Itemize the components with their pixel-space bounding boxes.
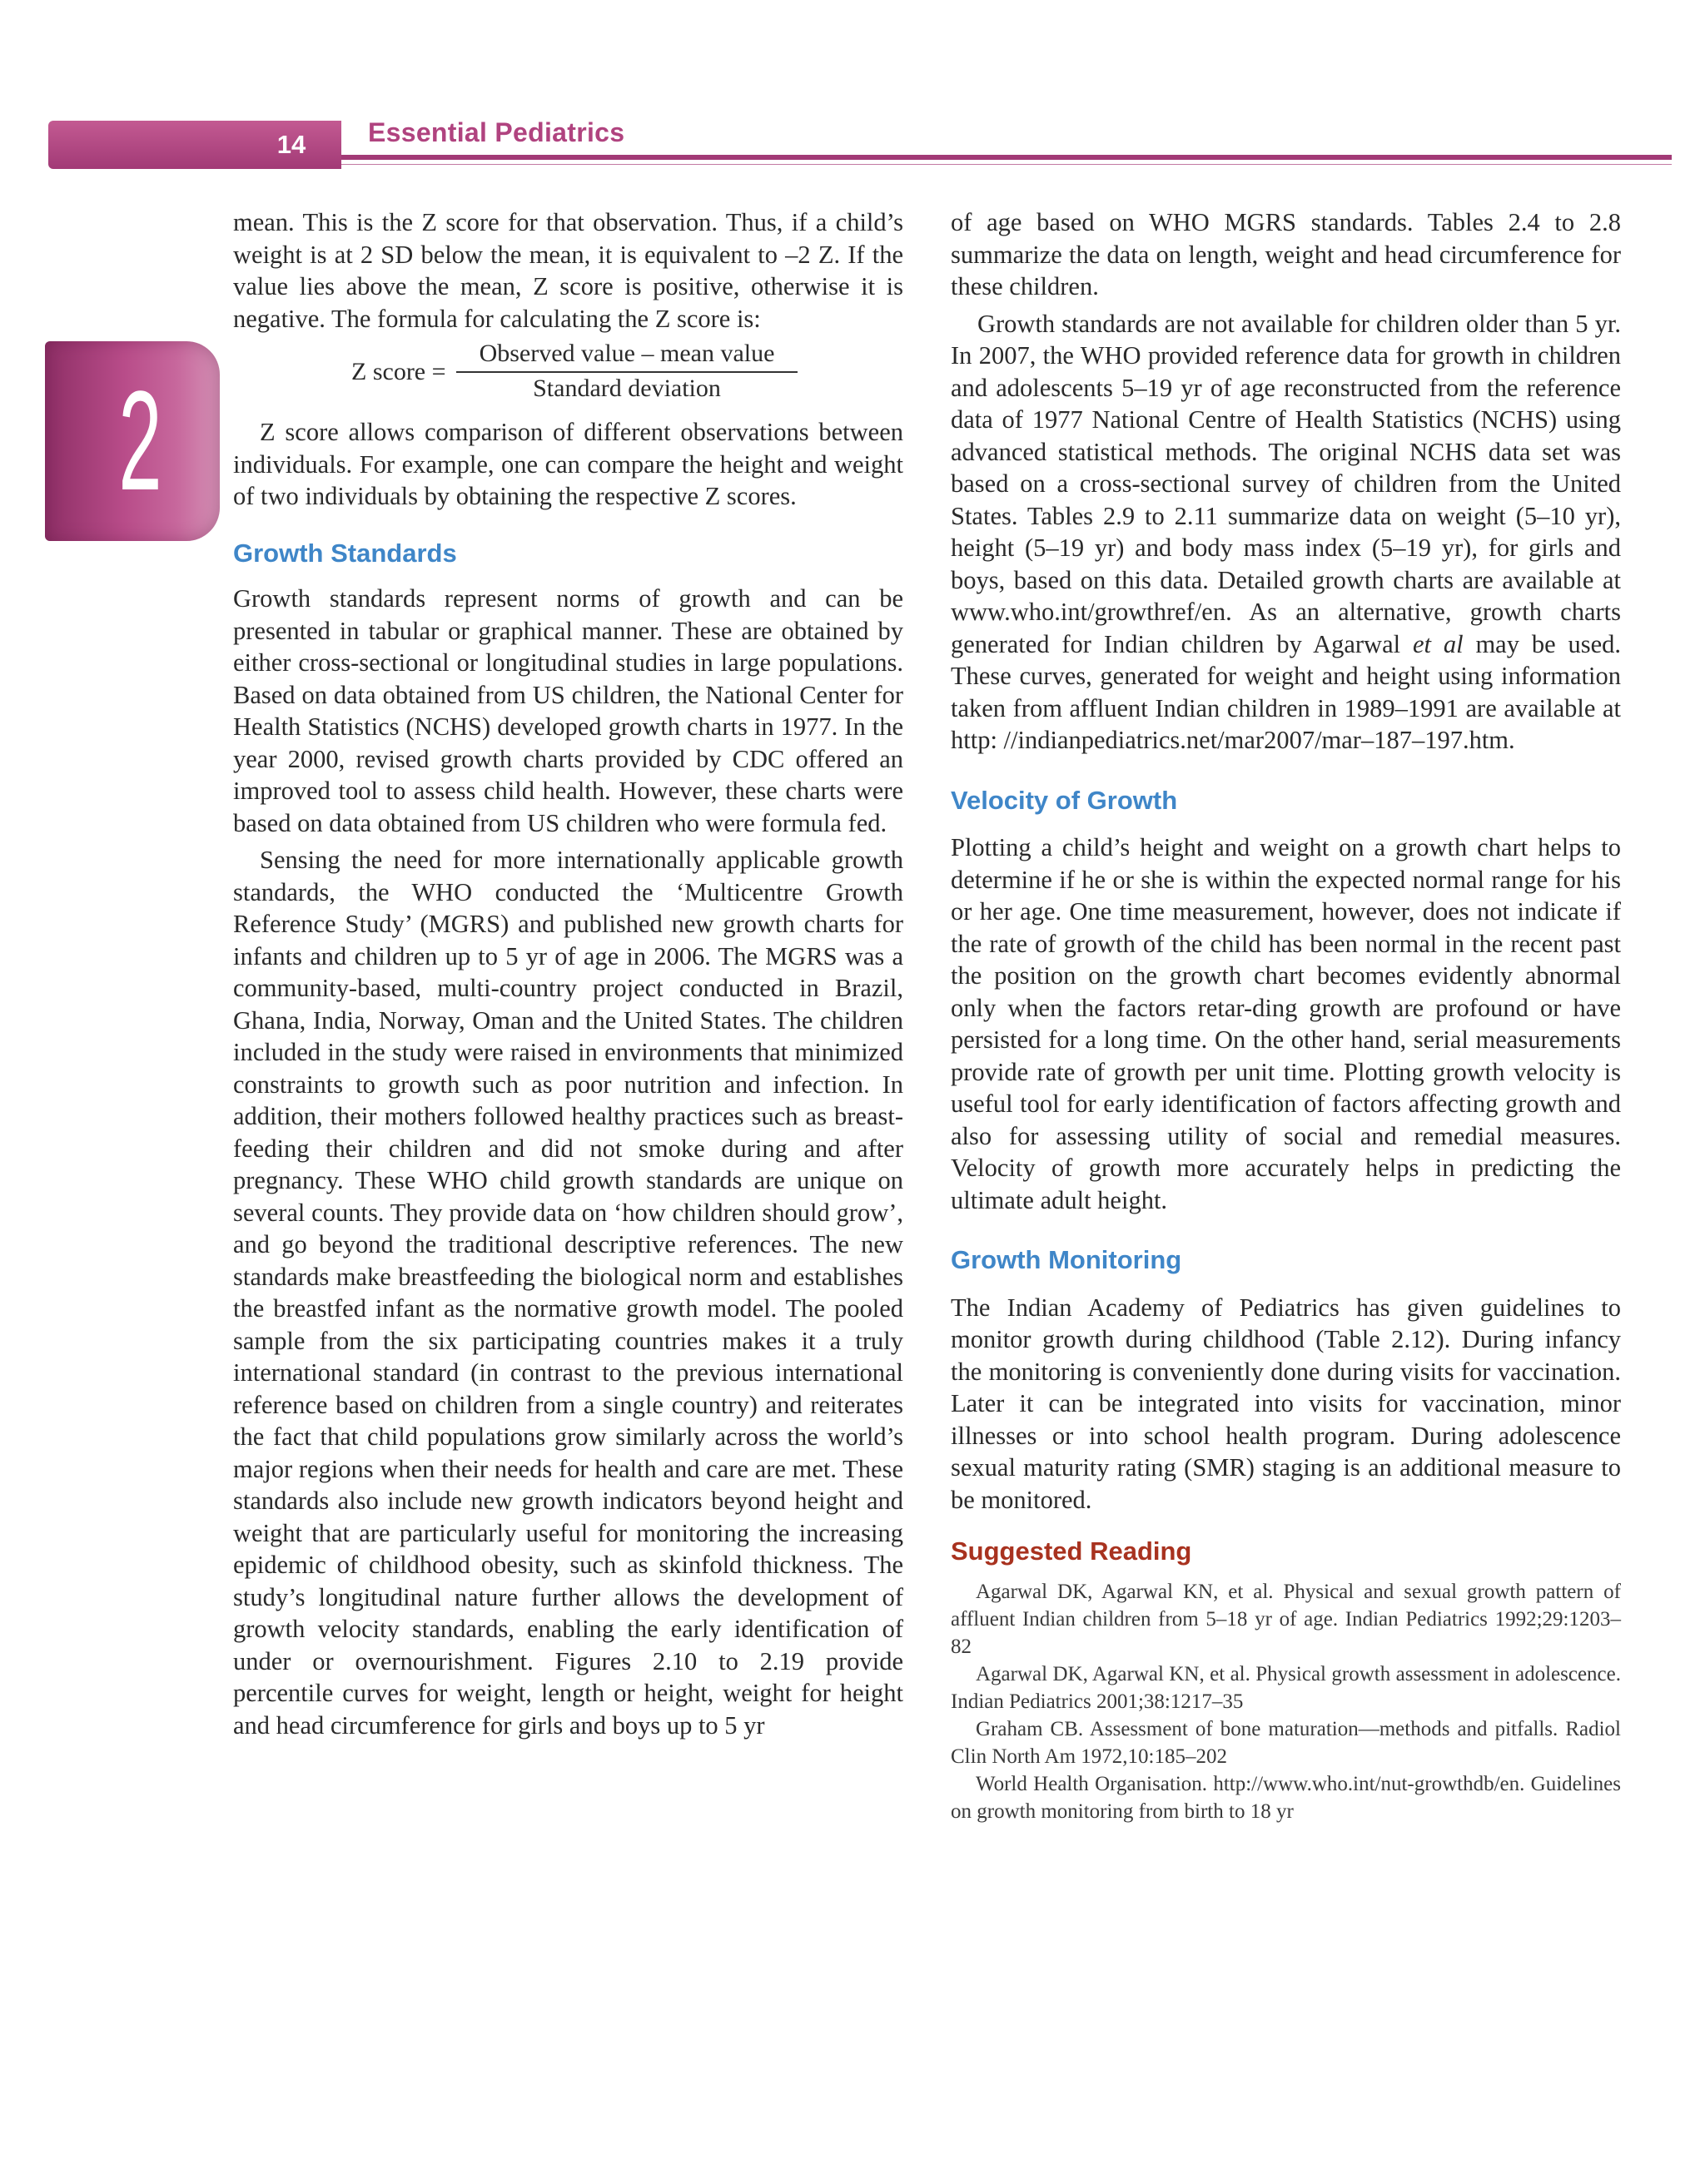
chapter-number: 2 (118, 362, 162, 520)
reference-item: Agarwal DK, Agarwal KN, et al. Physical growth assessment in adolescence. Indian Pediatrics 2001;38:1217–35 (951, 1662, 1621, 1713)
heading-velocity-of-growth: Velocity of Growth (951, 785, 1178, 815)
text-older-children-part1: Growth standards are not available for children older than 5 yr. In 2007, the WHO provided reference data for growth in children and adolescents 5–19 yr of age reconstructed from the reference data of 1977 National Centre of Health Statistics (NCHS) using advanced statistical methods. The original NCHS data set was based on a cross-sectional survey of children from the United States. Tables 2.9 to 2.11 summarize data on weight (5–10 yr), height (5–19 yr) and body mass index (5–19 yr), for girls and boys, based on this data. Detailed growth charts are available at www.who.int/growthref/en. As an alternative, growth charts generated for Indian children by Agarwal (951, 309, 1621, 658)
reference-item: World Health Organisation. http://www.who.int/nut-growthdb/en. Guidelines on growth monitoring from birth to 18 yr (951, 1772, 1621, 1823)
running-title: Essential Pediatrics (368, 117, 625, 147)
paragraph-who-mgrs: Sensing the need for more internationally applicable growth standards, the WHO conducted the ‘Multicentre Growth Reference Study’ (MGRS) and published new growth charts for infants and children up to 5 yr of age in 2006. The MGRS was a community-based, multi-country project conducted in Brazil, Ghana, India, Norway, Oman and the United States. The children included in the study were raised in environments that minimized constraints to growth such as poor nutrition and infection. In addition, their mothers followed healthy practices such as breast-feeding their children and did not smoke during and after pregnancy. These WHO child growth standards are unique on several counts. They provide data on ‘how children should grow’, and go beyond the traditional descriptive references. The new standards make breastfeeding the biological norm and establishes the breastfed infant as the normative growth model. The pooled sample from the six participating countries makes it a truly international standard (in contrast to the previous international reference based on children from a single country) and reiterates the fact that child populations grow similarly across the world’s major regions when their needs for health and care are met. These standards also include new growth indicators beyond height and weight that are particularly useful for monitoring the increasing epidemic of childhood obesity, such as skinfold thickness. The study’s longitudinal nature further allows the development of growth velocity standards, enabling the early identification of under or overnourishment. Figures 2.10 to 2.19 provide percentile curves for weight, length or height, weight for height and head circumference for girls and boys up to 5 yr (233, 846, 903, 1740)
paragraph-monitoring: The Indian Academy of Pediatrics has given guidelines to monitor growth during childhood (Table 2.12). During infancy the monitoring is conveniently done during visits for vaccination. Later it can be integrated into visits for vaccination, minor illnesses or into school health program. During adolescence sexual maturity rating (SMR) staging is an additional measure to be monitored. (951, 1293, 1621, 1514)
page-header (0, 0, 1705, 179)
heading-suggested-reading: Suggested Reading (951, 1536, 1192, 1566)
reference-item: Graham CB. Assessment of bone maturation—methods and pitfalls. Radiol Clin North Am 1972,10:185–202 (951, 1717, 1621, 1768)
left-column (233, 206, 903, 1741)
paragraph-growth-standards: Growth standards represent norms of growth and can be presented in tabular or graphical manner. These are obtained by either cross-sectional or longitudinal studies in large populations. Based on data obtained from US children, the National Center for Health Statistics (NCHS) developed growth charts in 1977. In the year 2000, revised growth charts provided by CDC offered an improved tool to assess child health. However, these charts were based on data obtained from US children who were formula fed. (233, 584, 903, 837)
text-et-al: et al (1412, 629, 1464, 658)
right-column (951, 206, 1621, 1825)
header-rule-thin (341, 164, 1672, 165)
formula-denominator: Standard deviation (533, 375, 721, 402)
reference-item: Agarwal DK, Agarwal KN, et al. Physical and sexual growth pattern of affluent Indian children from 5–18 yr of age. Indian Pediatrics 1992;29:1203–82 (951, 1580, 1621, 1658)
heading-growth-monitoring: Growth Monitoring (951, 1245, 1182, 1274)
header-rule (341, 155, 1672, 160)
paragraph-velocity: Plotting a child’s height and weight on a growth chart helps to determine if he or she is within the expected normal range for his or her age. One time measurement, however, does not indicate if the rate of growth of the child has been normal in the recent past the position on the growth chart becomes evidently abnormal only when the factors retar-ding growth are profound or have persisted for a long time. On the other hand, serial measurements provide rate of growth per unit time. Plotting growth velocity is useful tool for early identification of factors affecting growth and also for assessing utility of social and remedial measures. Velocity of growth more accurately helps in predicting the ultimate adult height. (951, 833, 1621, 1214)
formula-numerator: Observed value – mean value (479, 340, 775, 367)
paragraph-z-score-intro: mean. This is the Z score for that observation. Thus, if a child’s weight is at 2 SD below the mean, it is equivalent to –2 Z. If the value lies above the mean, Z score is positive, otherwise it is negative. The formula for calculating the Z score is: (233, 208, 903, 333)
text-older-children-part2: may be used. These curves, generated for weight and height using information taken from affluent Indian children in 1989–1991 are available at http: //indianpediatrics.net/mar2007/mar–187–197.htm. (951, 629, 1622, 754)
page-number: 14 (276, 130, 306, 159)
paragraph-older-children (951, 308, 1621, 757)
formula-label: Z score = (351, 358, 446, 385)
paragraph-who-mgrs-continued: of age based on WHO MGRS standards. Tables 2.4 to 2.8 summarize the data on length, weight and head circumference for these children. (951, 208, 1621, 300)
z-score-formula (233, 338, 903, 411)
chapter-tab (45, 341, 220, 541)
heading-growth-standards: Growth Standards (233, 538, 457, 568)
paragraph-z-score-comparison: Z score allows comparison of different observations between individuals. For example, one can compare the height and weight of two individuals by obtaining the respective Z scores. (233, 418, 903, 510)
